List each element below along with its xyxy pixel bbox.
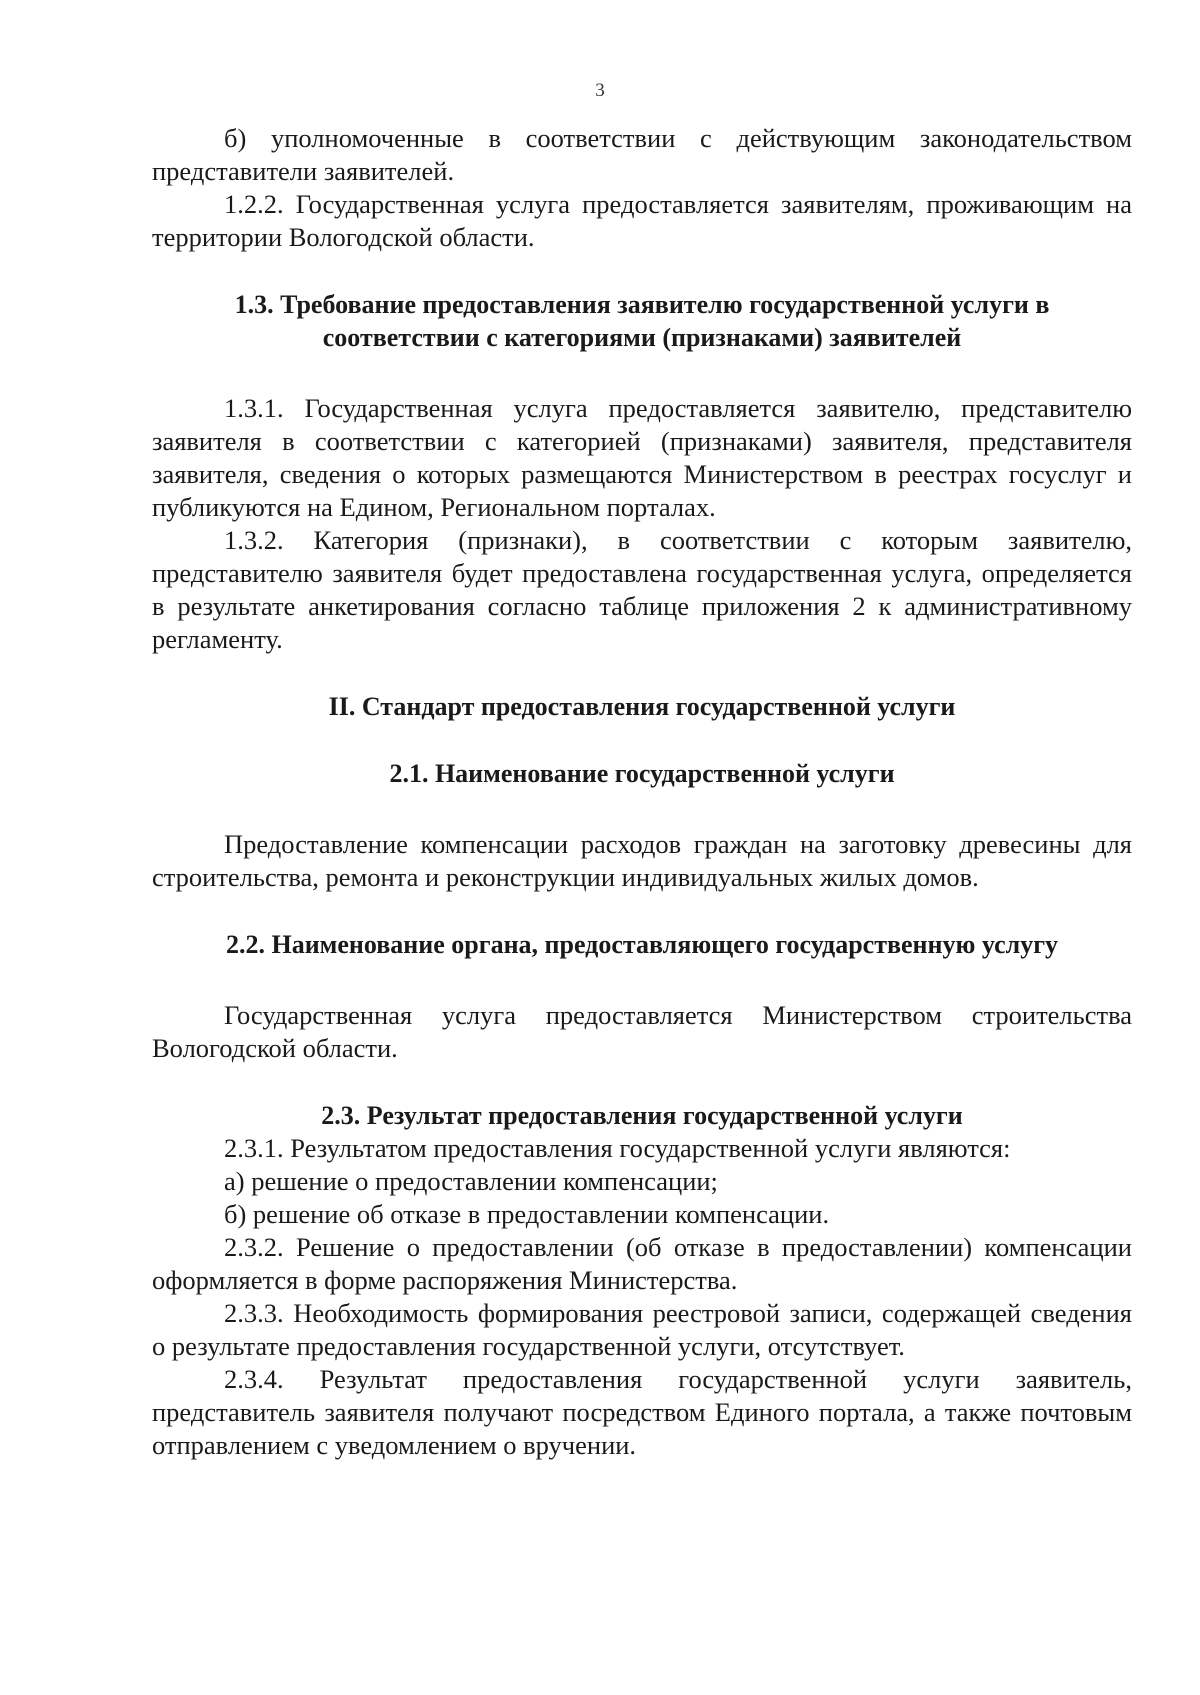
heading-1-3-line-1: 1.3. Требование предоставления заявителю государственной услуги в: [234, 290, 1050, 319]
paragraph-2-3-1: 2.3.1. Результатом предоставления государственной услуги являются:: [224, 1133, 1011, 1163]
page-number: 3: [595, 80, 605, 101]
heading-2-2: 2.2. Наименование органа, предоставляющего государственную услугу: [225, 930, 1059, 959]
paragraph-2-3-4: 2.3.4. Результат предоставления государственной услуги заявитель, представитель заявителя получают посредством Единого портала, а также почтовым отправлением с уведомлением о вручении.: [152, 1364, 1132, 1460]
paragraph-2-1: Предоставление компенсации расходов граждан на заготовку древесины для строительства, ремонта и реконструкции индивидуальных жилых домов.: [152, 829, 1132, 892]
heading-2-3: 2.3. Результат предоставления государственной услуги: [321, 1101, 963, 1130]
heading-section-ii: II. Стандарт предоставления государственной услуги: [328, 692, 956, 721]
paragraph-1-3-1: 1.3.1. Государственная услуга предоставляется заявителю, представителю заявителя в соответствии с категорией (признаками) заявителя, представителя заявителя, сведения о которых размещаются Министерством в реестрах госуслуг и публикуются на Едином, Региональном порталах.: [152, 393, 1132, 522]
paragraph-1-3-2: 1.3.2. Категория (признаки), в соответствии с которым заявителю, представителю заявителя будет предоставлена государственная услуга, определяется в результате анкетирования согласно таблице приложения 2 к административному регламенту.: [152, 525, 1132, 654]
heading-2-1: 2.1. Наименование государственной услуги: [389, 759, 895, 788]
paragraph-2-3-3: 2.3.3. Необходимость формирования реестровой записи, содержащей сведения о результате предоставления государственной услуги, отсутствует.: [152, 1298, 1132, 1361]
paragraph-2-3-2: 2.3.2. Решение о предоставлении (об отказе в предоставлении) компенсации оформляется в форме распоряжения Министерства.: [152, 1232, 1132, 1295]
paragraph-representatives: б) уполномоченные в соответствии с действующим законодательством представители заявителей.: [152, 123, 1132, 186]
paragraph-1-2-2: 1.2.2. Государственная услуга предоставляется заявителям, проживающим на территории Вологодской области.: [152, 189, 1132, 252]
heading-1-3-line-2: соответствии с категориями (признаками) заявителей: [322, 323, 962, 352]
list-item-2-3-1-b: б) решение об отказе в предоставлении компенсации.: [224, 1199, 830, 1229]
list-item-2-3-1-a: а) решение о предоставлении компенсации;: [224, 1166, 718, 1196]
document-body: [152, 122, 1132, 1462]
paragraph-2-2: Государственная услуга предоставляется Министерством строительства Вологодской области.: [152, 1000, 1132, 1063]
